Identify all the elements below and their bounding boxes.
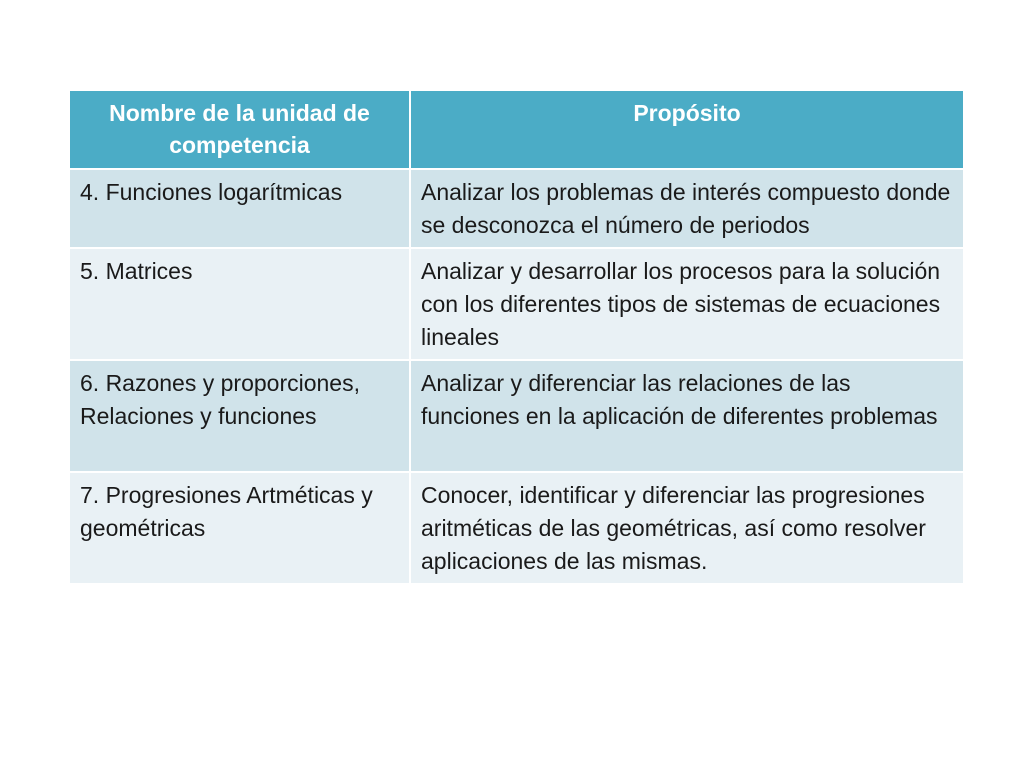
competency-table	[68, 89, 965, 585]
table-row	[69, 248, 964, 360]
cell-purpose: Analizar los problemas de interés compuesto donde se desconozca el número de periodos	[410, 169, 964, 248]
cell-unit-name: 5. Matrices	[69, 248, 410, 360]
cell-purpose: Analizar y diferenciar las relaciones de las funciones en la aplicación de diferentes problemas	[410, 360, 964, 472]
table-row	[69, 169, 964, 248]
cell-unit-name: 7. Progresiones Artméticas y geométricas	[69, 472, 410, 584]
table-row	[69, 472, 964, 584]
cell-purpose: Conocer, identificar y diferenciar las progresiones aritméticas de las geométricas, así como resolver aplicaciones de las mismas.	[410, 472, 964, 584]
table-header-row	[69, 90, 964, 169]
cell-purpose: Analizar y desarrollar los procesos para la solución con los diferentes tipos de sistemas de ecuaciones lineales	[410, 248, 964, 360]
table-row	[69, 360, 964, 472]
header-purpose: Propósito	[410, 90, 964, 169]
header-unit-name: Nombre de la unidad de competencia	[69, 90, 410, 169]
cell-unit-name: 4. Funciones logarítmicas	[69, 169, 410, 248]
cell-unit-name: 6. Razones y proporciones, Relaciones y funciones	[69, 360, 410, 472]
